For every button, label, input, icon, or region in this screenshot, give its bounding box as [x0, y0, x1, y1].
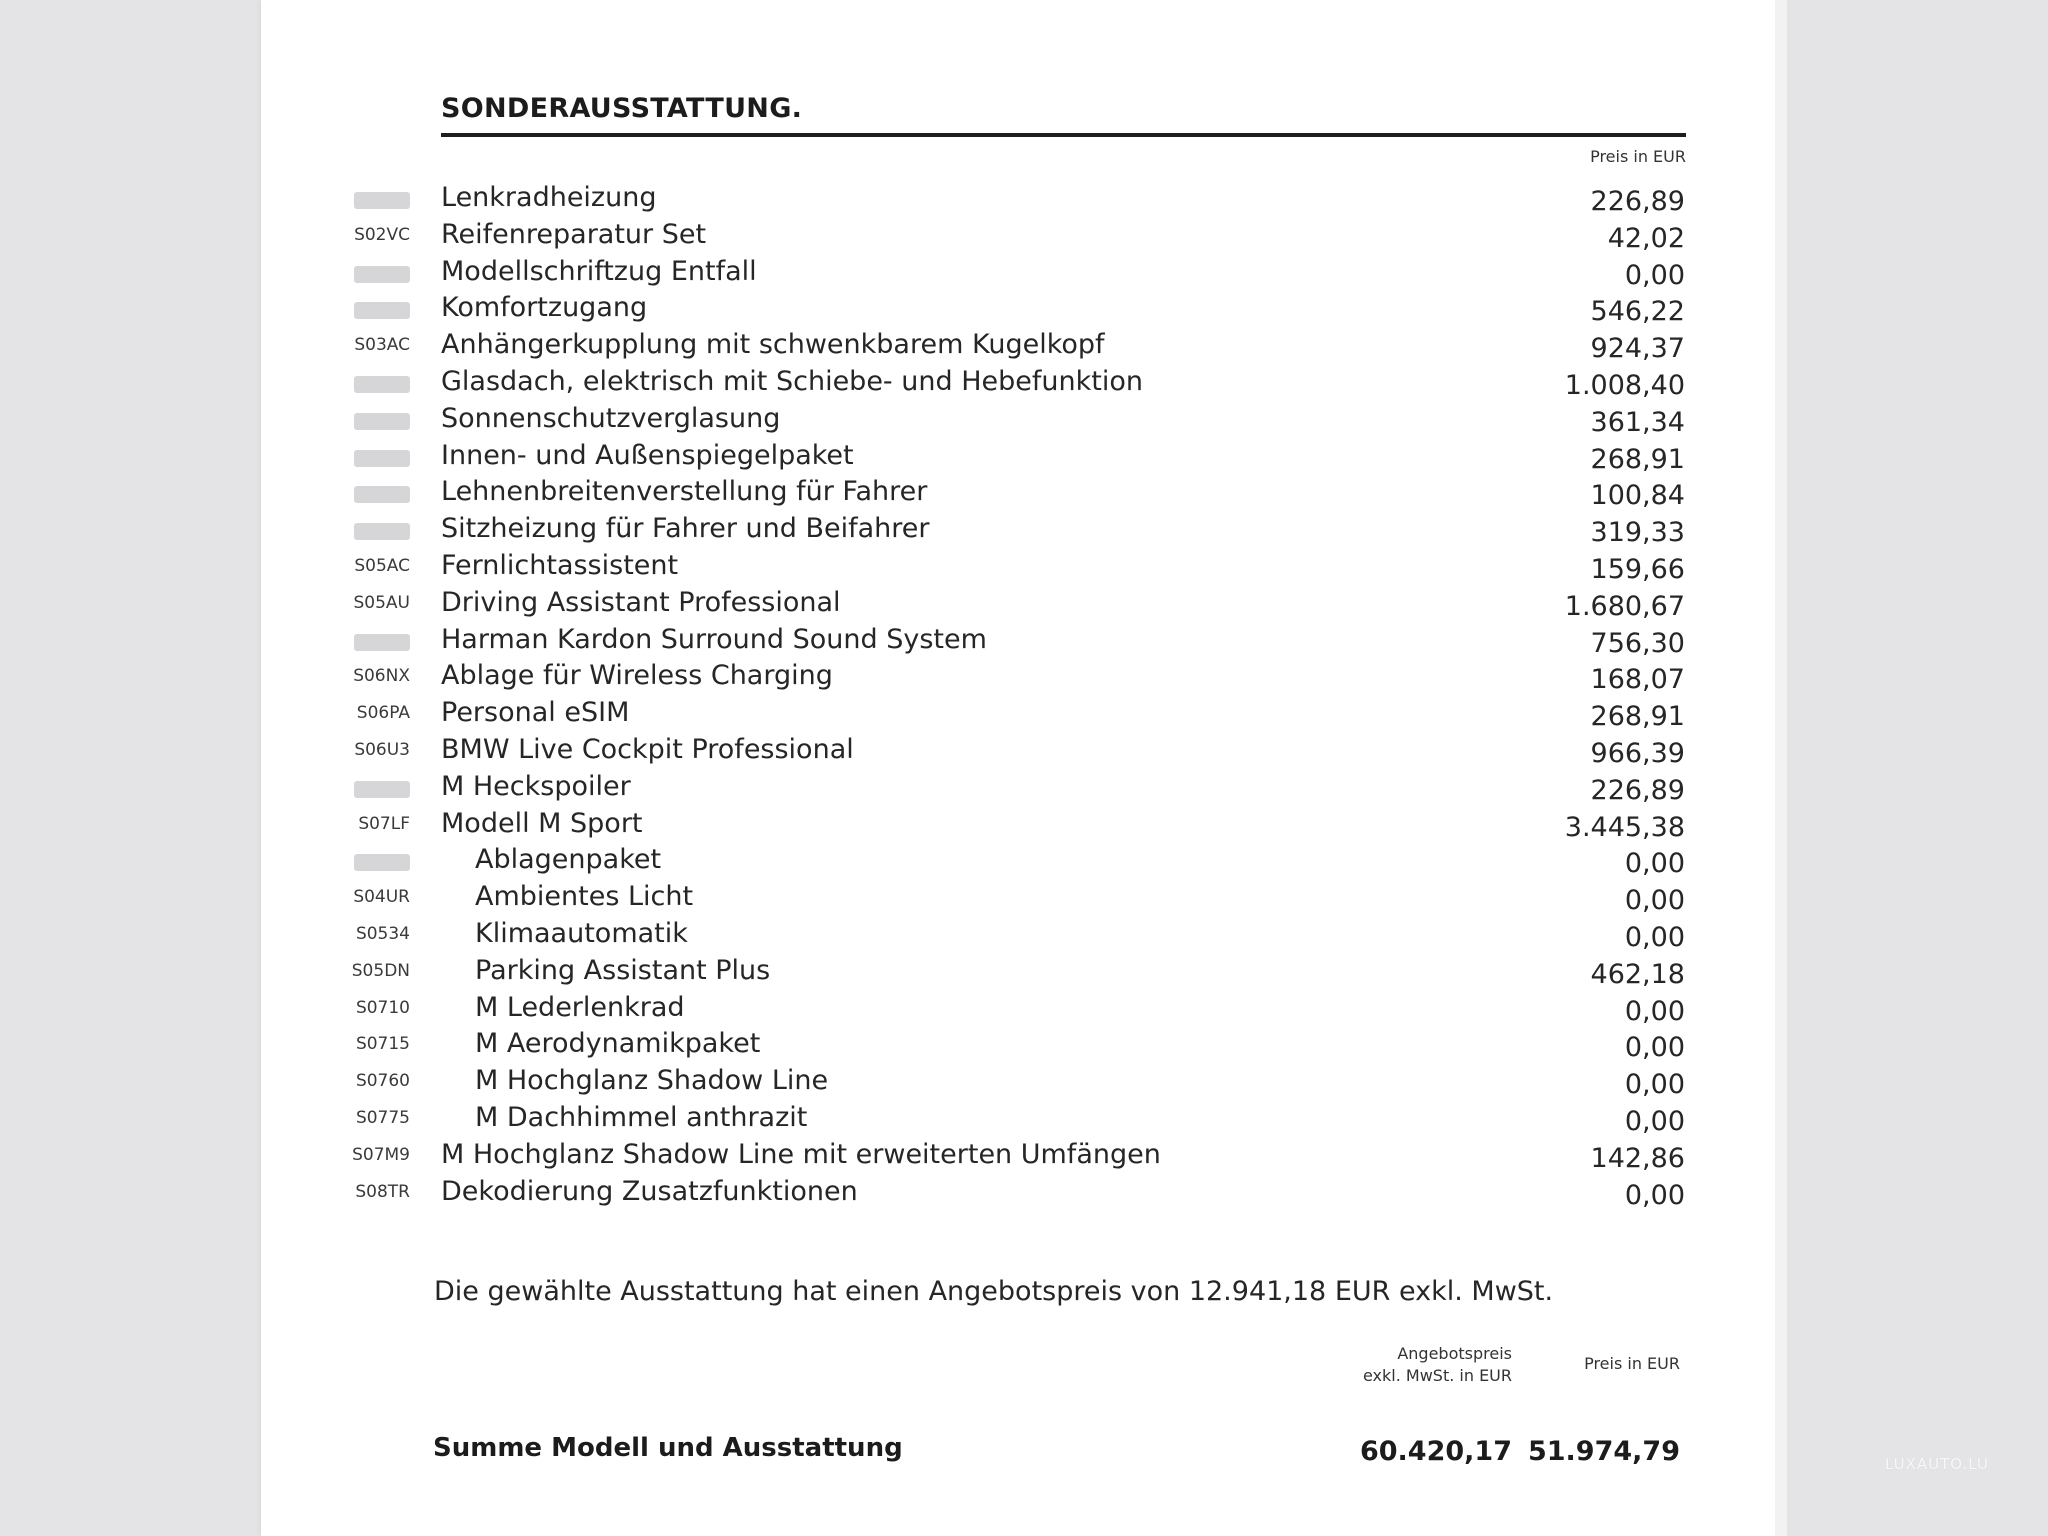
- option-code: S06U3: [354, 740, 410, 760]
- option-name: Modellschriftzug Entfall: [441, 255, 757, 287]
- offer-label-line1: Angebotspreis: [1397, 1344, 1512, 1363]
- option-name: Glasdach, elektrisch mit Schiebe- und Hebefunktion: [441, 366, 1143, 397]
- redacted-option-code: [354, 854, 410, 871]
- option-name: Dekodierung Zusatzfunktionen: [441, 1175, 858, 1207]
- option-code: S0534: [355, 924, 410, 944]
- option-price: 361,34: [1590, 406, 1685, 438]
- option-name: BMW Live Cockpit Professional: [441, 734, 854, 765]
- equipment-row: [0, 732, 2048, 769]
- option-price: 1.008,40: [1564, 370, 1685, 401]
- equipment-row: [0, 769, 2048, 806]
- option-price: 1.680,67: [1564, 590, 1685, 622]
- equipment-row: [0, 879, 2048, 916]
- equipment-row: [0, 1174, 2048, 1211]
- option-price: 142,86: [1590, 1142, 1685, 1174]
- option-code: S06PA: [356, 703, 410, 724]
- option-name: Klimaautomatik: [475, 918, 688, 949]
- option-code: S0715: [355, 1034, 410, 1055]
- option-name: Anhängerkupplung mit schwenkbarem Kugelkopf: [441, 329, 1105, 361]
- redacted-option-code: [354, 781, 410, 798]
- equipment-row: [0, 1063, 2048, 1100]
- equipment-row: [0, 1026, 2048, 1063]
- redacted-option-code: [354, 376, 410, 393]
- option-price: 0,00: [1624, 1179, 1685, 1211]
- redacted-option-code: [354, 302, 410, 319]
- option-name: Sonnenschutzverglasung: [441, 402, 781, 434]
- option-price: 268,91: [1590, 443, 1685, 475]
- option-price: 0,00: [1624, 1032, 1685, 1064]
- section-heading: SONDERAUSSTATTUNG.: [441, 93, 803, 124]
- option-name: Fernlichtassistent: [441, 550, 679, 581]
- redacted-option-code: [354, 450, 410, 467]
- redacted-option-code: [354, 523, 410, 540]
- option-name: Harman Kardon Surround Sound System: [441, 623, 987, 655]
- heading-underline: [441, 133, 1686, 137]
- option-name: M Dachhimmel anthrazit: [475, 1102, 808, 1133]
- option-name: Parking Assistant Plus: [475, 954, 771, 986]
- option-code: S0760: [355, 1071, 410, 1092]
- equipment-row: [0, 953, 2048, 990]
- option-price: 100,84: [1590, 480, 1685, 512]
- option-price: 42,02: [1607, 222, 1685, 254]
- option-name: Ablagenpaket: [475, 844, 662, 876]
- equipment-row: [0, 695, 2048, 732]
- option-price: 268,91: [1590, 701, 1685, 733]
- equipment-row: [0, 916, 2048, 953]
- option-name: Sitzheizung für Fahrer und Beifahrer: [441, 513, 930, 545]
- option-name: Innen- und Außenspiegelpaket: [441, 439, 854, 471]
- equipment-row: [0, 622, 2048, 659]
- equipment-row: [0, 658, 2048, 695]
- option-price: 0,00: [1624, 259, 1685, 291]
- option-name: Ambientes Licht: [475, 881, 694, 913]
- price-column-label-bottom: Preis in EUR: [1584, 1354, 1680, 1373]
- option-price: 924,37: [1590, 333, 1685, 365]
- option-price: 462,18: [1590, 958, 1685, 990]
- option-code: S08TR: [355, 1181, 410, 1202]
- total-price: 51.974,79: [1527, 1436, 1680, 1467]
- redacted-option-code: [354, 486, 410, 503]
- option-name: M Hochglanz Shadow Line mit erweiterten Umfängen: [441, 1138, 1161, 1170]
- total-offer-price: 60.420,17: [1359, 1436, 1512, 1467]
- equipment-row: [0, 364, 2048, 401]
- option-price: 226,89: [1590, 774, 1685, 806]
- option-name: Komfortzugang: [441, 292, 648, 324]
- equipment-row: [0, 327, 2048, 364]
- option-name: Personal eSIM: [441, 697, 630, 729]
- option-name: M Heckspoiler: [441, 770, 631, 802]
- equipment-row: [0, 806, 2048, 843]
- option-code: S03AC: [354, 335, 410, 356]
- option-price: 0,00: [1624, 995, 1685, 1027]
- equipment-row: [0, 438, 2048, 475]
- option-name: Lehnenbreitenverstellung für Fahrer: [441, 476, 928, 508]
- option-code: S0775: [355, 1108, 410, 1128]
- equipment-row: [0, 548, 2048, 585]
- option-code: S0710: [355, 997, 410, 1018]
- option-code: S05DN: [351, 960, 410, 981]
- option-price: 159,66: [1590, 554, 1685, 585]
- option-name: M Aerodynamikpaket: [475, 1028, 761, 1060]
- option-price: 756,30: [1590, 627, 1685, 659]
- equipment-row: [0, 990, 2048, 1027]
- option-name: Driving Assistant Professional: [441, 586, 841, 618]
- total-label: Summe Modell und Ausstattung: [433, 1433, 903, 1463]
- option-code: S06NX: [353, 666, 410, 687]
- offer-label-line2: exkl. MwSt. in EUR: [1362, 1366, 1512, 1385]
- option-price: 0,00: [1624, 1069, 1685, 1101]
- equipment-row: [0, 585, 2048, 622]
- option-price: 0,00: [1624, 848, 1685, 880]
- option-price: 0,00: [1624, 885, 1685, 917]
- equipment-row: [0, 254, 2048, 291]
- option-price: 226,89: [1590, 186, 1685, 217]
- redacted-option-code: [354, 634, 410, 651]
- offer-summary-text: Die gewählte Ausstattung hat einen Angebotspreis von 12.941,18 EUR exkl. MwSt.: [434, 1276, 1554, 1307]
- option-code: S04UR: [353, 887, 410, 908]
- option-code: S05AC: [354, 556, 410, 576]
- option-price: 168,07: [1590, 664, 1685, 696]
- equipment-row: [0, 217, 2048, 254]
- option-price: 0,00: [1624, 922, 1685, 953]
- equipment-row: [0, 511, 2048, 548]
- option-price: 3.445,38: [1564, 811, 1685, 843]
- watermark-logo: LUXAUTO.LU: [1885, 1455, 1989, 1473]
- option-code: S07LF: [358, 813, 410, 834]
- option-price: 546,22: [1590, 296, 1685, 328]
- option-code: S02VC: [354, 224, 410, 245]
- equipment-row: [0, 290, 2048, 327]
- equipment-row: [0, 180, 2048, 217]
- offer-price-column-label: [1340, 1343, 1512, 1387]
- redacted-option-code: [354, 266, 410, 283]
- option-name: Lenkradheizung: [441, 182, 657, 213]
- option-code: S05AU: [353, 592, 410, 613]
- option-price: 966,39: [1590, 738, 1685, 769]
- equipment-row: [0, 401, 2048, 438]
- equipment-row: [0, 474, 2048, 511]
- option-name: M Hochglanz Shadow Line: [475, 1065, 829, 1097]
- redacted-option-code: [354, 413, 410, 430]
- option-price: 0,00: [1624, 1106, 1685, 1137]
- option-code: S07M9: [352, 1144, 410, 1165]
- option-name: M Lederlenkrad: [475, 991, 685, 1023]
- option-price: 319,33: [1590, 517, 1685, 549]
- option-name: Ablage für Wireless Charging: [441, 660, 833, 692]
- option-name: Modell M Sport: [441, 807, 643, 839]
- equipment-row: [0, 1100, 2048, 1137]
- option-name: Reifenreparatur Set: [441, 218, 707, 250]
- redacted-option-code: [354, 192, 410, 209]
- price-column-label: Preis in EUR: [1590, 147, 1686, 166]
- equipment-row: [0, 1137, 2048, 1174]
- equipment-row: [0, 842, 2048, 879]
